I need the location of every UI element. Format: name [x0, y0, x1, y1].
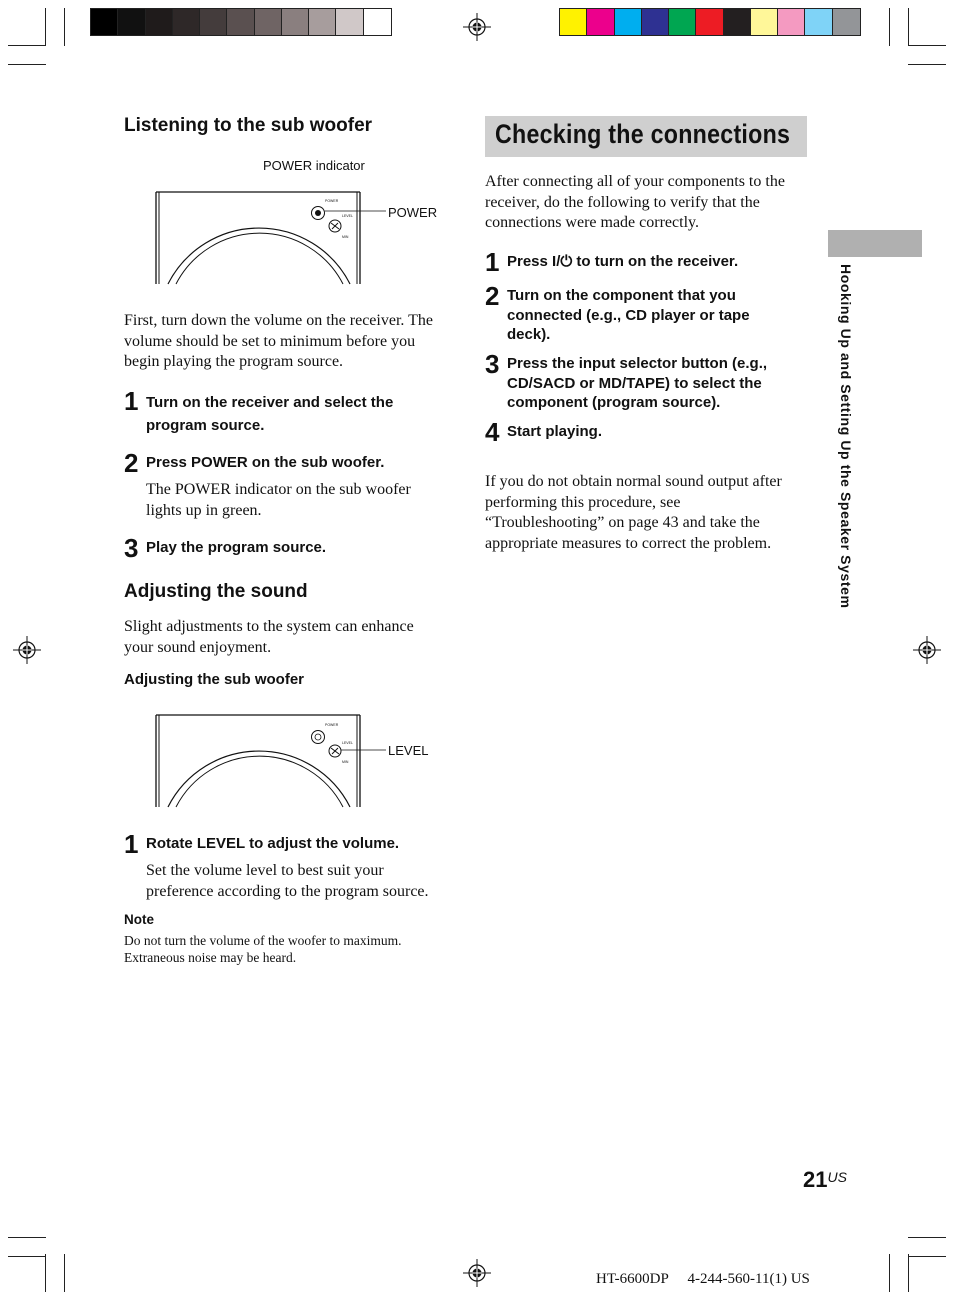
listen-step-3: [124, 533, 444, 563]
step-number: 1: [485, 247, 500, 277]
calibration-swatch: [309, 9, 336, 35]
step-text: Play the program source.: [146, 539, 327, 556]
fig1-label-power-indicator: POWER indicator: [263, 158, 365, 173]
page-number: [803, 1167, 847, 1193]
listen-step-1: [124, 386, 424, 437]
step-number: 3: [485, 349, 500, 379]
step-text: Turn on the component that you connected (e.g., CD player or tape deck).: [507, 287, 750, 343]
calibration-swatch: [118, 9, 145, 35]
check-step-2: [485, 281, 785, 345]
subwoofer-figure-power: [150, 176, 388, 286]
fig2-panel-power: POWER: [325, 723, 339, 727]
step-number: 3: [124, 533, 139, 563]
listen-step-2-note: The POWER indicator on the sub woofer lights up in green.: [146, 481, 411, 519]
fig1-panel-level: LEVEL: [342, 214, 353, 218]
fig2-panel-min: MIN: [342, 760, 349, 764]
calibration-swatch: [146, 9, 173, 35]
calibration-swatch: [615, 9, 642, 35]
grayscale-calibration-bar: [90, 8, 392, 36]
calibration-swatch: [255, 9, 282, 35]
registration-target-icon: [13, 636, 41, 664]
page-number-suffix: US: [827, 1169, 847, 1185]
step-number: 2: [124, 448, 139, 478]
calibration-swatch: [696, 9, 723, 35]
footer-model-code: HT-6600DP 4-244-560-11(1) US: [596, 1271, 810, 1287]
check-step-3: [485, 349, 795, 413]
calibration-swatch: [173, 9, 200, 35]
section-tab: [828, 230, 922, 257]
fig1-panel-min: MIN: [342, 235, 349, 239]
adjust-intro: Slight adjustments to the system can enhance your sound enjoyment.: [124, 618, 414, 656]
fig1-label-power: POWER: [388, 205, 438, 220]
registration-target-icon: [913, 636, 941, 664]
step-text: Press the input selector button (e.g., CD/SACD or MD/TAPE) to select the component (program source).: [507, 355, 768, 411]
step-text: Rotate LEVEL to adjust the volume.: [146, 835, 400, 852]
check-intro: After connecting all of your components to the receiver, do the following to verify that the connections were made correctly.: [485, 173, 785, 231]
step-number: 4: [485, 417, 500, 447]
step-number: 1: [124, 829, 139, 859]
calibration-swatch: [336, 9, 363, 35]
step-text: Press I/⏻ to turn on the receiver.: [507, 253, 739, 270]
step-text: Press POWER on the sub woofer.: [146, 454, 385, 471]
page-number-value: 21: [803, 1167, 828, 1192]
calibration-swatch: [200, 9, 227, 35]
calibration-swatch: [778, 9, 805, 35]
adjust-step-1-note: Set the volume level to best suit your preference according to the program source.: [146, 862, 429, 900]
calibration-swatch: [587, 9, 614, 35]
calibration-swatch: [282, 9, 309, 35]
heading-listening: Listening to the sub woofer: [124, 115, 373, 136]
listen-step-2: [124, 448, 444, 478]
adjust-step-1: [124, 829, 444, 859]
section-title: Checking the connections: [495, 119, 791, 149]
note-text: Do not turn the volume of the woofer to maximum. Extraneous noise may be heard.: [124, 933, 402, 965]
heading-adjusting: Adjusting the sound: [124, 581, 308, 602]
calibration-swatch: [751, 9, 778, 35]
registration-target-icon: [463, 13, 491, 41]
fig2-label-level: LEVEL: [388, 743, 429, 758]
calibration-swatch: [642, 9, 669, 35]
calibration-swatch: [227, 9, 254, 35]
calibration-swatch: [91, 9, 118, 35]
registration-target-icon: [463, 1259, 491, 1287]
calibration-swatch: [560, 9, 587, 35]
calibration-swatch: [364, 9, 391, 35]
calibration-swatch: [669, 9, 696, 35]
check-step-4: [485, 417, 795, 447]
fig2-panel-level: LEVEL: [342, 741, 353, 745]
step-text: Turn on the receiver and select the program source.: [146, 394, 394, 434]
color-calibration-bar: [559, 8, 861, 36]
fig1-panel-power: POWER: [325, 199, 339, 203]
calibration-swatch: [833, 9, 860, 35]
note-heading: Note: [124, 912, 154, 927]
subwoofer-figure-level: [150, 709, 388, 809]
step-number: 1: [124, 386, 139, 416]
step-number: 2: [485, 281, 500, 311]
calibration-swatch: [805, 9, 832, 35]
step-text: Start playing.: [507, 423, 603, 440]
subheading-adjust-woofer: Adjusting the sub woofer: [124, 671, 304, 688]
section-title-box: [485, 116, 807, 157]
check-step-1: [485, 247, 805, 277]
section-tab-label: Hooking Up and Setting Up the Speaker System: [838, 264, 854, 609]
listen-intro: First, turn down the volume on the receiver. The volume should be set to minimum before you begin playing the program source.: [124, 312, 433, 370]
check-outro: If you do not obtain normal sound output after performing this procedure, see “Troubleshooting” on page 43 and take the appropriate measures to correct the problem.: [485, 473, 782, 552]
calibration-swatch: [724, 9, 751, 35]
